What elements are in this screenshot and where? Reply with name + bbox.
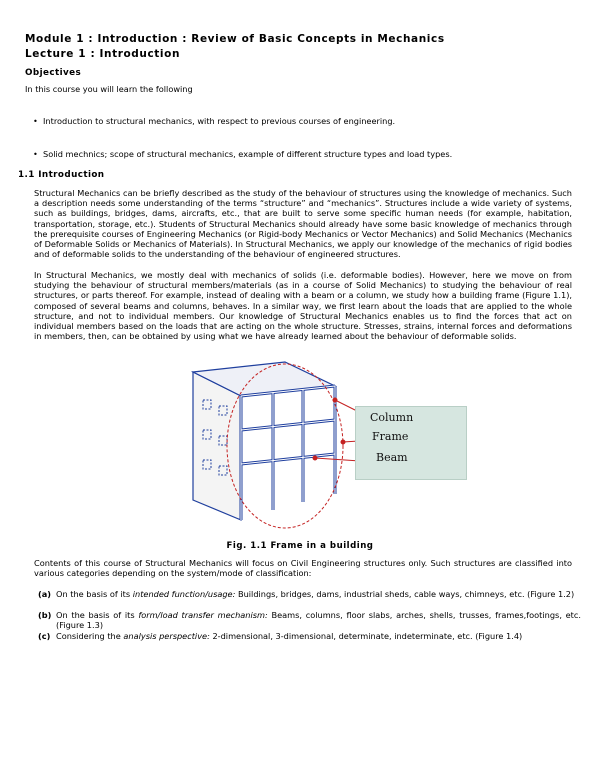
label-frame: Frame	[372, 430, 409, 443]
objectives-intro: In this course you will learn the following	[25, 84, 193, 94]
module-title: Module 1 : Introduction : Review of Basic Concepts in Mechanics	[25, 33, 445, 45]
building-frame-figure	[185, 360, 475, 535]
item-label: (c)	[38, 631, 51, 641]
item-emphasis: analysis perspective:	[123, 631, 210, 641]
item-text: 2-dimensional, 3-dimensional, determinate, indeterminate, etc. (Figure 1.4)	[209, 631, 523, 641]
item-label: (a)	[38, 589, 52, 599]
item-emphasis: form/load transfer mechanism:	[138, 610, 268, 620]
objective-bullet-2: • Solid mechnics; scope of structural mechanics, example of different structure types and load types.	[43, 149, 452, 159]
item-text: Buildings, bridges, dams, industrial sheds, cable ways, chimneys, etc. (Figure 1.2)	[235, 589, 575, 599]
item-text: Beams, columns, floor slabs, arches, shells, trusses, frames,footings, etc. (Figure 1.3)	[56, 610, 581, 631]
item-emphasis: intended function/usage:	[132, 589, 236, 599]
label-beam: Beam	[376, 451, 408, 464]
label-column: Column	[370, 411, 414, 424]
figure-caption: Fig. 1.1 Frame in a building	[226, 541, 374, 551]
classification-intro: Contents of this course of Structural Mechanics will focus on Civil Engineering structures only. Such structures are classified into various categories depending on the system/mode of classification:	[34, 558, 572, 579]
intro-paragraph-2: In Structural Mechanics, we mostly deal with mechanics of solids (i.e. deformable bodies). However, here we move on from studying the behaviour of structural members/materials (as in a course of Solid Mechanics) to studying the behaviour of real structures, or parts thereof. For example, instead of dealing with a beam or a column, we study how a building frame (Figure 1.1), composed of several beams and columns, behaves. In a similar way, we first learn about the loads that are applied to the whole structure, and not to individual members. Our knowledge of Structural Mechanics enables us to find the forces that act on individual members based on the loads that are acting on the whole structure. Stresses, strains, internal forces and deformations in members, then, can be obtained by using what we have already learned about the behaviour of deformable solids.	[34, 270, 572, 342]
objectives-heading: Objectives	[25, 68, 82, 78]
item-text: On the basis of its	[56, 589, 133, 599]
item-label: (b)	[38, 610, 52, 620]
intro-paragraph-1: Structural Mechanics can be briefly described as the study of the behaviour of structures using the knowledge of mechanics. Such a description needs some understanding of the terms “structure” and “mechanics”. Structures include a wide variety of systems, such as buildings, bridges, dams, aircrafts, etc., that are built to serve some specific human needs (for example, habitation, transportation, storage, etc.). Students of Structural Mechanics should already have some basic knowledge of mechanics through the prerequisite courses of Engineering Mechanics (or Rigid-body Mechanics or Vector Mechanics) and Solid Mechanics (Mechanics of Deformable Solids or Mechanics of Materials). In Structural Mechanics, we apply our knowledge of the mechanics of rigid bodies and of deformable solids to the understanding of the behaviour of engineered structures.	[34, 188, 572, 260]
figure-label-box	[355, 406, 467, 480]
objective-bullet-1: • Introduction to structural mechanics, with respect to previous courses of engineering.	[43, 116, 395, 126]
item-text: Considering the	[56, 631, 124, 641]
item-text: On the basis of its	[56, 610, 139, 620]
lecture-title: Lecture 1 : Introduction	[25, 48, 181, 60]
section-heading: 1.1 Introduction	[18, 170, 105, 180]
